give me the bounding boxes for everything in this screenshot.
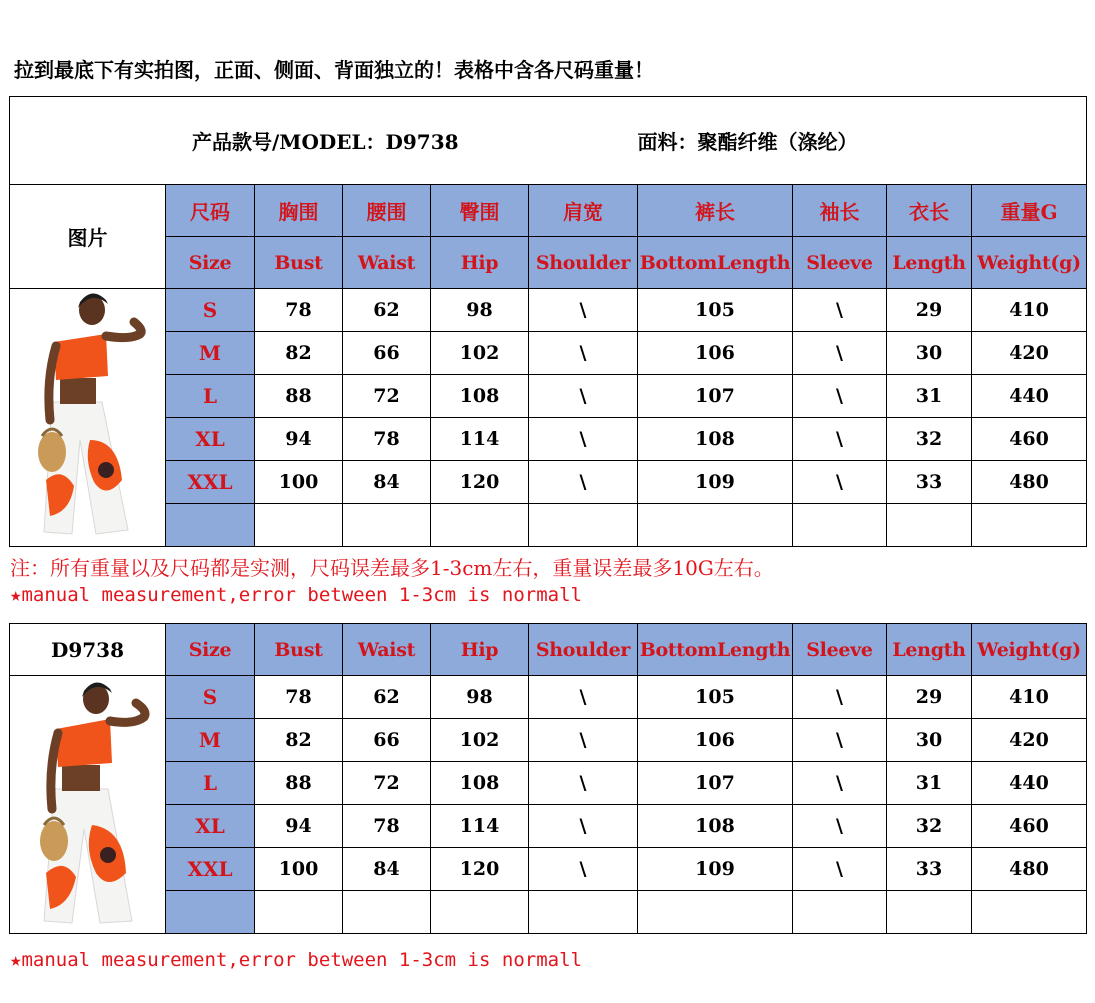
shoulder-cell: \ bbox=[529, 719, 638, 762]
header-en-length: Length bbox=[887, 237, 972, 289]
size-cell: L bbox=[166, 375, 255, 418]
hip-cell: 102 bbox=[431, 719, 529, 762]
sleeve-cell: \ bbox=[793, 289, 887, 332]
weight-cell: 460 bbox=[972, 418, 1087, 461]
measurement-note-en-1: ★manual measurement,error between 1-3cm is normall bbox=[10, 584, 582, 606]
empty-cell bbox=[887, 504, 972, 547]
sleeve-cell: \ bbox=[793, 375, 887, 418]
header-cn-shoulder: 肩宽 bbox=[529, 185, 638, 237]
image-label: 图片 bbox=[10, 185, 166, 289]
header-cn-length: 衣长 bbox=[887, 185, 972, 237]
length-cell: 32 bbox=[887, 805, 972, 848]
header-cn-size: 尺码 bbox=[166, 185, 255, 237]
shoulder-cell: \ bbox=[529, 375, 638, 418]
measurement-note-cn: 注：所有重量以及尺码都是实测，尺码误差最多1-3cm左右，重量误差最多10G左右。 bbox=[10, 556, 774, 580]
model-illustration-1 bbox=[10, 290, 166, 546]
header-en-bottom-length: BottomLength bbox=[638, 237, 793, 289]
sleeve-cell: \ bbox=[793, 762, 887, 805]
length-cell: 33 bbox=[887, 848, 972, 891]
bust-cell: 100 bbox=[255, 461, 343, 504]
sleeve-cell: \ bbox=[793, 418, 887, 461]
length-cell: 31 bbox=[887, 762, 972, 805]
size-cell: XXL bbox=[166, 848, 255, 891]
size-cell: M bbox=[166, 332, 255, 375]
bust-cell: 94 bbox=[255, 805, 343, 848]
length-cell: 29 bbox=[887, 289, 972, 332]
weight-cell: 410 bbox=[972, 289, 1087, 332]
bust-cell: 78 bbox=[255, 676, 343, 719]
header-cn-sleeve: 袖长 bbox=[793, 185, 887, 237]
length-cell: 32 bbox=[887, 418, 972, 461]
header-en-hip: Hip bbox=[431, 624, 529, 676]
product-photo-1 bbox=[10, 289, 166, 547]
size-table-2 bbox=[9, 623, 1087, 934]
model-row bbox=[10, 97, 1087, 185]
header-en-weight: Weight(g) bbox=[972, 624, 1087, 676]
bust-cell: 78 bbox=[255, 289, 343, 332]
length-cell: 33 bbox=[887, 461, 972, 504]
waist-cell: 84 bbox=[343, 461, 431, 504]
bottom-length-cell: 107 bbox=[638, 375, 793, 418]
header-en-bottom-length: BottomLength bbox=[638, 624, 793, 676]
bottom-length-cell: 105 bbox=[638, 289, 793, 332]
header-en-sleeve: Sleeve bbox=[793, 624, 887, 676]
hip-cell: 114 bbox=[431, 805, 529, 848]
bottom-length-cell: 109 bbox=[638, 848, 793, 891]
shoulder-cell: \ bbox=[529, 332, 638, 375]
weight-cell: 480 bbox=[972, 461, 1087, 504]
weight-cell: 440 bbox=[972, 375, 1087, 418]
header-en-waist: Waist bbox=[343, 237, 431, 289]
size-cell: S bbox=[166, 289, 255, 332]
header-cn-waist: 腰围 bbox=[343, 185, 431, 237]
header-en-waist: Waist bbox=[343, 624, 431, 676]
bust-cell: 88 bbox=[255, 375, 343, 418]
header-cn-hip: 臀围 bbox=[431, 185, 529, 237]
bottom-length-cell: 108 bbox=[638, 418, 793, 461]
shoulder-cell: \ bbox=[529, 418, 638, 461]
header-cn-bottom-length: 裤长 bbox=[638, 185, 793, 237]
length-cell: 30 bbox=[887, 719, 972, 762]
header-en-length: Length bbox=[887, 624, 972, 676]
shoulder-cell: \ bbox=[529, 289, 638, 332]
size-cell: XXL bbox=[166, 461, 255, 504]
size-table-1 bbox=[9, 96, 1087, 547]
sleeve-cell: \ bbox=[793, 332, 887, 375]
bottom-length-cell: 107 bbox=[638, 762, 793, 805]
hip-cell: 98 bbox=[431, 289, 529, 332]
length-cell: 31 bbox=[887, 375, 972, 418]
waist-cell: 72 bbox=[343, 762, 431, 805]
header-cn-weight: 重量G bbox=[972, 185, 1087, 237]
length-cell: 30 bbox=[887, 332, 972, 375]
bust-cell: 82 bbox=[255, 719, 343, 762]
bottom-length-cell: 106 bbox=[638, 332, 793, 375]
empty-cell bbox=[431, 891, 529, 934]
weight-cell: 420 bbox=[972, 332, 1087, 375]
waist-cell: 78 bbox=[343, 805, 431, 848]
bottom-length-cell: 105 bbox=[638, 676, 793, 719]
weight-cell: 480 bbox=[972, 848, 1087, 891]
weight-cell: 410 bbox=[972, 676, 1087, 719]
hip-cell: 114 bbox=[431, 418, 529, 461]
shoulder-cell: \ bbox=[529, 762, 638, 805]
bust-cell: 88 bbox=[255, 762, 343, 805]
size-cell: S bbox=[166, 676, 255, 719]
header-en-size: Size bbox=[166, 237, 255, 289]
empty-size-cell bbox=[166, 504, 255, 547]
weight-cell: 420 bbox=[972, 719, 1087, 762]
empty-cell bbox=[529, 504, 638, 547]
empty-cell bbox=[638, 504, 793, 547]
model-code: D9738 bbox=[10, 624, 166, 676]
empty-cell bbox=[343, 891, 431, 934]
header-en-bust: Bust bbox=[255, 624, 343, 676]
empty-cell bbox=[972, 891, 1087, 934]
shoulder-cell: \ bbox=[529, 676, 638, 719]
empty-cell bbox=[343, 504, 431, 547]
header-en-sleeve: Sleeve bbox=[793, 237, 887, 289]
hip-cell: 108 bbox=[431, 762, 529, 805]
bust-cell: 94 bbox=[255, 418, 343, 461]
empty-cell bbox=[638, 891, 793, 934]
waist-cell: 78 bbox=[343, 418, 431, 461]
size-cell: XL bbox=[166, 805, 255, 848]
bust-cell: 82 bbox=[255, 332, 343, 375]
waist-cell: 62 bbox=[343, 289, 431, 332]
hip-cell: 120 bbox=[431, 461, 529, 504]
weight-cell: 440 bbox=[972, 762, 1087, 805]
header-cn-bust: 胸围 bbox=[255, 185, 343, 237]
empty-cell bbox=[793, 504, 887, 547]
hip-cell: 120 bbox=[431, 848, 529, 891]
bust-cell: 100 bbox=[255, 848, 343, 891]
sleeve-cell: \ bbox=[793, 719, 887, 762]
shoulder-cell: \ bbox=[529, 461, 638, 504]
size-cell: L bbox=[166, 762, 255, 805]
top-note: 拉到最底下有实拍图，正面、侧面、背面独立的！表格中含各尺码重量！ bbox=[14, 58, 654, 82]
shoulder-cell: \ bbox=[529, 848, 638, 891]
header-en-bust: Bust bbox=[255, 237, 343, 289]
measurement-note-en-2: ★manual measurement,error between 1-3cm is normall bbox=[10, 949, 582, 971]
waist-cell: 72 bbox=[343, 375, 431, 418]
waist-cell: 66 bbox=[343, 719, 431, 762]
header-en-hip: Hip bbox=[431, 237, 529, 289]
header-en-weight: Weight(g) bbox=[972, 237, 1087, 289]
empty-cell bbox=[529, 891, 638, 934]
sleeve-cell: \ bbox=[793, 805, 887, 848]
header-en-shoulder: Shoulder bbox=[529, 624, 638, 676]
bottom-length-cell: 108 bbox=[638, 805, 793, 848]
product-photo-2 bbox=[10, 676, 166, 934]
header-en-shoulder: Shoulder bbox=[529, 237, 638, 289]
bottom-length-cell: 109 bbox=[638, 461, 793, 504]
length-cell: 29 bbox=[887, 676, 972, 719]
hip-cell: 102 bbox=[431, 332, 529, 375]
waist-cell: 62 bbox=[343, 676, 431, 719]
empty-cell bbox=[972, 504, 1087, 547]
empty-size-cell bbox=[166, 891, 255, 934]
bottom-length-cell: 106 bbox=[638, 719, 793, 762]
empty-cell bbox=[255, 891, 343, 934]
fabric-label: 面料：聚酯纤维（涤纶） bbox=[637, 130, 858, 154]
empty-cell bbox=[431, 504, 529, 547]
shoulder-cell: \ bbox=[529, 805, 638, 848]
hip-cell: 108 bbox=[431, 375, 529, 418]
waist-cell: 84 bbox=[343, 848, 431, 891]
empty-cell bbox=[793, 891, 887, 934]
sleeve-cell: \ bbox=[793, 461, 887, 504]
waist-cell: 66 bbox=[343, 332, 431, 375]
empty-cell bbox=[255, 504, 343, 547]
model-label: 产品款号/MODEL：D9738 bbox=[192, 130, 459, 154]
size-cell: M bbox=[166, 719, 255, 762]
size-cell: XL bbox=[166, 418, 255, 461]
sleeve-cell: \ bbox=[793, 676, 887, 719]
empty-cell bbox=[887, 891, 972, 934]
sleeve-cell: \ bbox=[793, 848, 887, 891]
model-illustration-2 bbox=[10, 677, 166, 933]
weight-cell: 460 bbox=[972, 805, 1087, 848]
hip-cell: 98 bbox=[431, 676, 529, 719]
header-en-size: Size bbox=[166, 624, 255, 676]
